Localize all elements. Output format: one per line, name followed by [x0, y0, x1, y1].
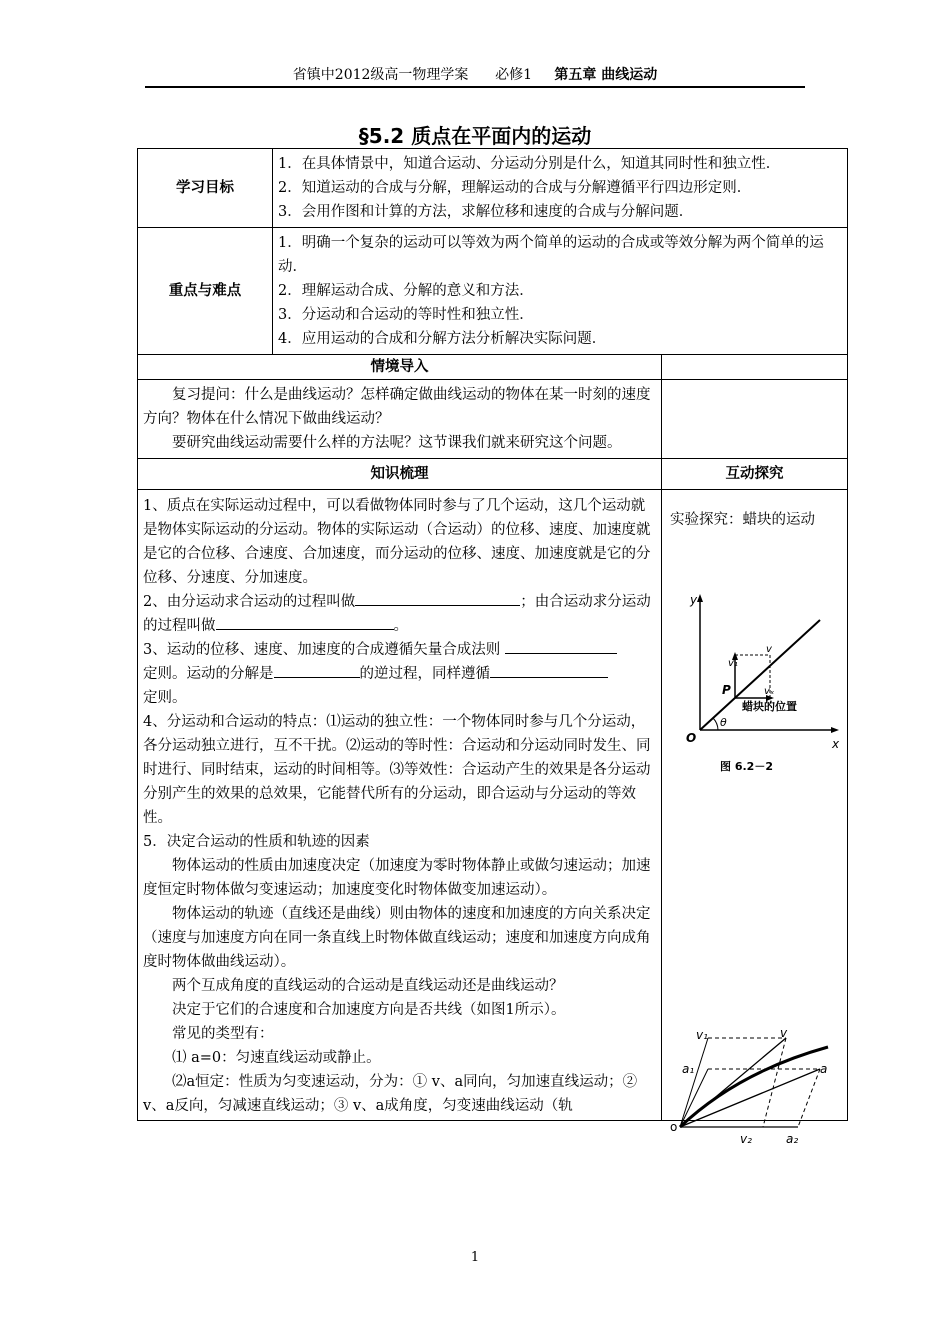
explore-content — [662, 490, 848, 1146]
keypoints-content — [273, 228, 848, 355]
k3-text: 3、运动的位移、速度、加速度的合成遵循矢量合成法则 — [143, 642, 501, 658]
v1-label: v₁ — [728, 658, 738, 669]
knowledge-content — [138, 490, 662, 1121]
composition-figure — [668, 1027, 843, 1147]
k2-text: 2、由分运动求合运动的过程叫做 — [143, 594, 356, 610]
goals-content — [273, 149, 848, 228]
keypoints-label: 重点与难点 — [138, 228, 273, 355]
dashed-line — [763, 1038, 786, 1127]
intro-content — [138, 380, 662, 459]
explore-label: 互动探究 — [662, 459, 848, 490]
knowledge-header-row — [138, 459, 848, 490]
origin-label: O — [686, 731, 697, 745]
y-label: y — [690, 593, 698, 607]
intro-header-row — [138, 355, 848, 380]
v2-label: v₂ — [740, 1132, 752, 1146]
knowledge-para: 常见的类型有： — [172, 1026, 274, 1042]
x-label: x — [832, 737, 840, 751]
header-chapter: 第五章 曲线运动 — [554, 67, 658, 83]
goal-item: 3．会用作图和计算的方法，求解位移和速度的合成与分解问题． — [278, 204, 694, 220]
theta-label: θ — [720, 716, 727, 729]
fill-blank[interactable] — [505, 639, 617, 654]
lesson-table — [137, 148, 848, 1146]
intro-label: 情境导入 — [138, 355, 662, 380]
keypoint-item: 2．理解运动合成、分解的意义和方法． — [278, 283, 534, 299]
fill-blank[interactable] — [274, 663, 360, 678]
fill-blank[interactable] — [355, 591, 520, 606]
trajectory-line — [700, 620, 820, 730]
y-axis-arrow-icon — [697, 594, 703, 602]
knowledge-para: 物体运动的性质由加速度决定（加速度为零时物体静止或做匀速运动；加速度恒定时物体做匀变速运动；加速度变化时物体做变加速运动）。 — [143, 858, 651, 898]
vx-label: vₓ — [764, 686, 775, 697]
experiment-title: 实验探究：蜡块的运动 — [670, 512, 815, 528]
k2-text: ；由合运动求分运动的过程叫做 — [143, 594, 651, 634]
a-label: a — [820, 1062, 828, 1076]
origin-label: o — [670, 1120, 678, 1134]
p-label: P — [722, 683, 731, 697]
goals-label: 学习目标 — [138, 149, 273, 228]
knowledge-row — [138, 490, 848, 1121]
k3-text: 定则。 — [143, 690, 187, 706]
page-number: 1 — [470, 1250, 480, 1265]
knowledge-para: 两个互成角度的直线运动的合运动是直线运动还是曲线运动？ — [172, 978, 564, 994]
goals-row — [138, 149, 848, 228]
knowledge-item-2 — [143, 590, 657, 638]
v-label: v — [766, 644, 772, 655]
a1-vector — [680, 1069, 708, 1127]
position-label: 蜡块的位置 — [742, 700, 797, 713]
page-title: §5.2 质点在平面内的运动 — [358, 124, 592, 148]
a1-label: a₁ — [682, 1062, 695, 1076]
x-axis-arrow-icon — [831, 727, 839, 733]
knowledge-para: 决定于它们的合速度和合加速度方向是否共线（如图1所示）。 — [172, 1002, 566, 1018]
knowledge-item-4: 4、分运动和合运动的特点：⑴运动的独立性：一个物体同时参与几个分运动，各分运动独立进行，互不干扰。⑵运动的等时性：合运动和分运动同时发生、同时进行、同时结束，运动的时间相等。⑶等效性：合运动产生的效果是各分运动分别产生的效果的总效果，它能替代所有的分运动，即合运动与分运动的等效性。 — [143, 714, 651, 826]
a2-label: a₂ — [786, 1132, 799, 1146]
k2-text: 。 — [393, 618, 408, 634]
keypoint-item: 3．分运动和合运动的等时性和独立性． — [278, 307, 534, 323]
header-school: 省镇中2012级高一物理学案 — [292, 67, 469, 83]
page-header — [145, 66, 805, 88]
goal-item: 2．知道运动的合成与分解，理解运动的合成与分解遵循平行四边形定则． — [278, 180, 752, 196]
k3-text: 定则。运动的分解是 — [143, 666, 274, 682]
knowledge-para: ⑵a恒定：性质为匀变速运动，分为：① v、a同向，匀加速直线运动；② v、a反向，匀减速直线运动；③ v、a成角度，匀变速曲线运动（轨 — [143, 1074, 638, 1114]
knowledge-item-3 — [143, 638, 657, 710]
figure-caption: 图 6.2－2 — [720, 760, 773, 773]
curved-trajectory — [680, 1047, 828, 1127]
knowledge-para: ⑴ a=0：匀速直线运动或静止。 — [172, 1050, 381, 1066]
k3-text: 的逆过程，同样遵循 — [359, 666, 490, 682]
intro-side-empty — [662, 355, 848, 380]
wax-block-figure — [670, 590, 840, 790]
intro-question: 复习提问：什么是曲线运动？怎样确定做曲线运动的物体在某一时刻的速度方向？物体在什么情况下做曲线运动？ — [143, 387, 651, 427]
goal-item: 1．在具体情景中，知道合运动、分运动分别是什么，知道其同时性和独立性． — [278, 156, 781, 172]
fill-blank[interactable] — [216, 615, 394, 630]
intro-row — [138, 380, 848, 459]
knowledge-label: 知识梳理 — [138, 459, 662, 490]
dashed-line — [798, 1069, 820, 1127]
v1-label: v₁ — [696, 1028, 708, 1042]
knowledge-para: 物体运动的轨迹（直线还是曲线）则由物体的速度和加速度的方向关系决定（速度与加速度方向在同一条直线上时物体做直线运动；速度和加速度方向成角度时物体做曲线运动）。 — [143, 906, 651, 970]
intro-side — [662, 380, 848, 459]
keypoints-row — [138, 228, 848, 355]
v-label: v — [780, 1027, 788, 1040]
theta-arc — [713, 718, 718, 730]
header-book: 必修1 — [495, 67, 533, 83]
knowledge-item-1: 1、质点在实际运动过程中，可以看做物体同时参与了几个运动，这几个运动就是物体实际运动的分运动。物体的实际运动（合运动）的位移、速度、加速度就是它的合位移、合速度、合加速度，而分运动的位移、速度、加速度就是它的分位移、分速度、分加速度。 — [143, 498, 651, 586]
intro-question: 要研究曲线运动需要什么样的方法呢？这节课我们就来研究这个问题。 — [172, 435, 622, 451]
keypoint-item: 4．应用运动的合成和分解方法分析解决实际问题． — [278, 331, 607, 347]
keypoint-item: 1．明确一个复杂的运动可以等效为两个简单的运动的合成或等效分解为两个简单的运动． — [278, 235, 824, 275]
knowledge-item-5: 5．决定合运动的性质和轨迹的因素 — [143, 834, 370, 850]
fill-blank[interactable] — [490, 663, 608, 678]
